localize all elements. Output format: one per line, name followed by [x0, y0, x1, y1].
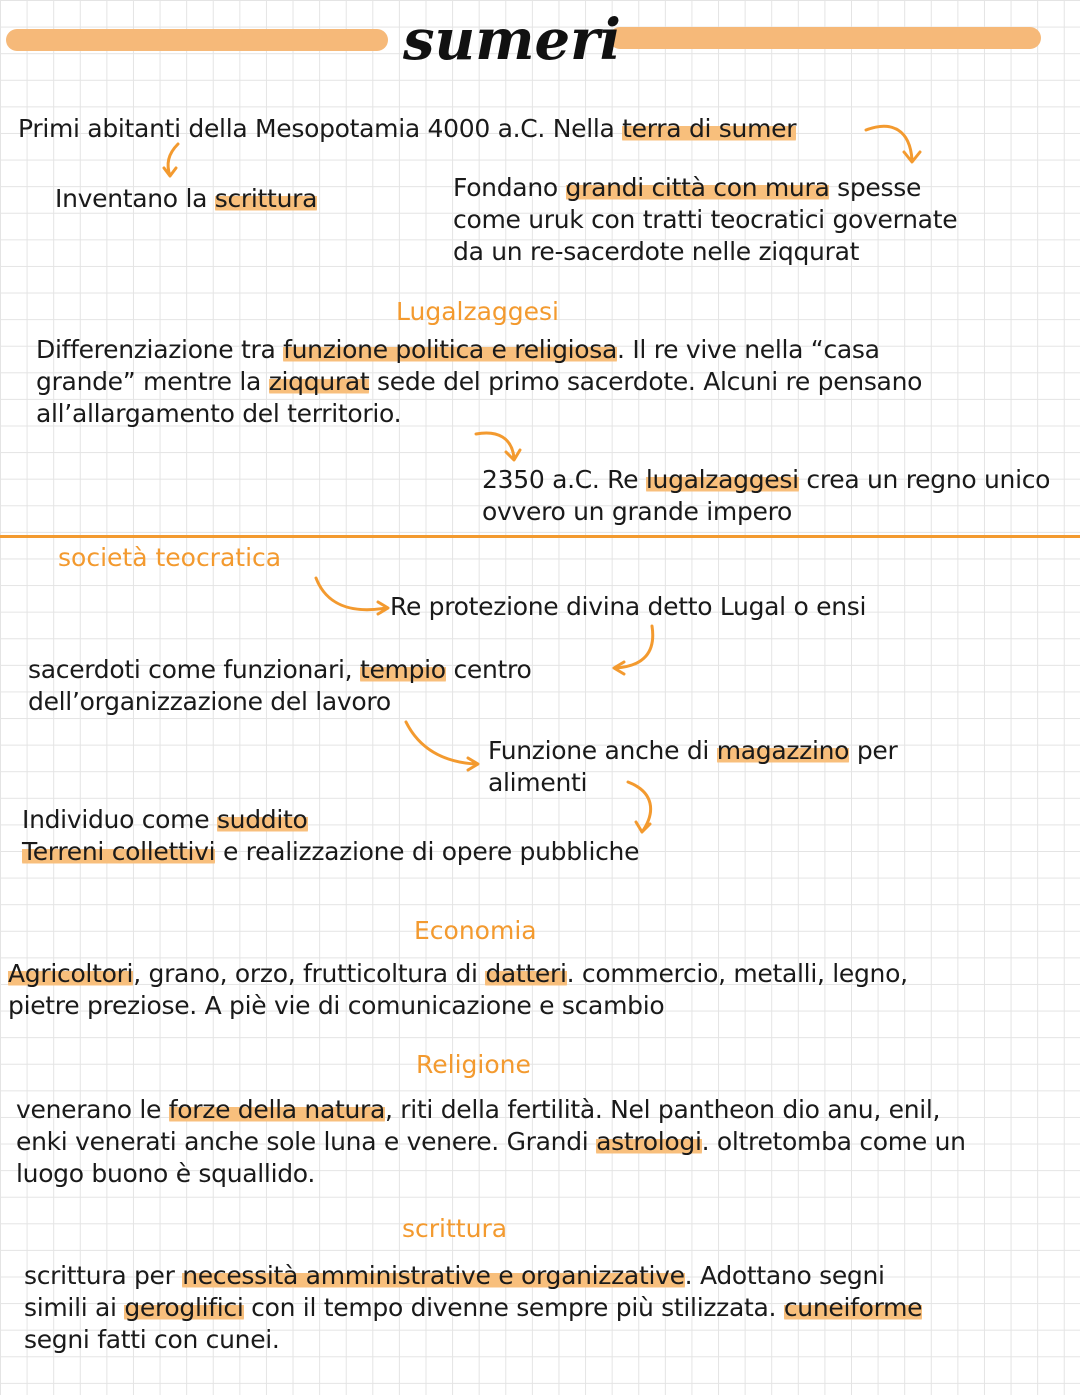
scrittura-text-1a: scrittura per [24, 1261, 183, 1290]
scrittura-text-2b: con il tempo divenne sempre più stilizzata. [243, 1293, 784, 1322]
lugal-text-1b: . Il re vive nella “casa [617, 335, 880, 364]
highlight-necessita: necessità amministrative e organizzative [182, 1261, 685, 1290]
religione-text-2b: . oltretomba come un [701, 1127, 966, 1156]
sacerdoti-line-2: dell’organizzazione del lavoro [28, 687, 391, 716]
religione-text-1b: , riti della fertilità. Nel pantheon dio anu, enil, [385, 1095, 941, 1124]
magazzino-line-2: alimenti [488, 768, 588, 797]
magazzino-text-1b: per [849, 736, 898, 765]
magazzino-line-1 [488, 735, 897, 767]
religione-line-1 [16, 1094, 940, 1126]
highlight-geroglifici: geroglifici [124, 1293, 244, 1322]
lugal-text-1a: Differenziazione tra [36, 335, 284, 364]
individuo-line [22, 804, 308, 836]
heading-religione: Religione [416, 1050, 531, 1079]
highlight-agricoltori: Agricoltori [8, 959, 134, 988]
intro-left [55, 183, 317, 215]
re-line [390, 591, 866, 623]
lugal-line-2 [36, 366, 922, 398]
magazzino-text-1a: Funzione anche di [488, 736, 717, 765]
lugal-line-1 [36, 334, 880, 366]
religione-text-1a: venerano le [16, 1095, 169, 1124]
scrittura-text-2a: simili ai [24, 1293, 125, 1322]
highlight-cuneiforme: cuneiforme [783, 1293, 923, 1322]
scrittura-line-3: segni fatti con cunei. [24, 1325, 280, 1354]
highlight-magazzino: magazzino [716, 736, 850, 765]
highlight-lugalzaggesi: lugalzaggesi [645, 465, 799, 494]
highlight-funzione-politica: funzione politica e religiosa [283, 335, 618, 364]
arrow-to-citta [862, 120, 932, 170]
impero-line-2: ovvero un grande impero [482, 497, 793, 526]
intro-right-text-b: spesse [829, 173, 922, 202]
highlight-terreni-collettivi: Terreni collettivi [22, 837, 216, 866]
intro-right-line-1 [453, 172, 921, 204]
religione-text-2a: enki venerati anche sole luna e venere. Grandi [16, 1127, 597, 1156]
intro-lead [18, 113, 796, 145]
highlight-terra-di-sumer: terra di sumer [622, 114, 797, 143]
highlight-astrologi: astrologi [596, 1127, 702, 1156]
terreni-text: e realizzazione di opere pubbliche [215, 837, 640, 866]
intro-right-text-a: Fondano [453, 173, 566, 202]
highlight-scrittura: scrittura [214, 184, 318, 213]
re-text: protezione divina detto Lugal o ensi [421, 592, 867, 621]
scrittura-text-1b: . Adottano segni [684, 1261, 885, 1290]
impero-text-1a: 2350 a.C. Re [482, 465, 646, 494]
heading-societa-teocratica: società teocratica [58, 543, 282, 572]
intro-lead-text: Primi abitanti della Mesopotamia 4000 a.C. Nella [18, 114, 623, 143]
impero-text-1b: crea un regno unico [798, 465, 1051, 494]
highlight-forze-natura: forze della natura [168, 1095, 386, 1124]
heading-economia: Economia [414, 916, 537, 945]
economia-line-2: pietre preziose. A piè vie di comunicazione e scambio [8, 991, 665, 1020]
title-band-left [6, 29, 388, 51]
arrow-to-re [310, 574, 400, 624]
arrow-to-magazzino [400, 718, 490, 778]
highlight-tempio: tempio [359, 655, 446, 684]
economia-text-1a: , grano, orzo, frutticoltura di [133, 959, 486, 988]
lugal-line-3: all’allargamento del territorio. [36, 399, 402, 428]
intro-right-line-2: come uruk con tratti teocratici governate [453, 205, 958, 234]
terreni-line [22, 836, 639, 868]
highlight-datteri: datteri [485, 959, 567, 988]
arrow-to-sacerdoti [608, 622, 668, 682]
scrittura-line-2 [24, 1292, 922, 1324]
intro-right-line-3: da un re-sacerdote nelle ziqqurat [453, 237, 860, 266]
section-divider [0, 535, 1080, 538]
impero-line-1 [482, 464, 1050, 496]
lugal-text-2b: sede del primo sacerdote. Alcuni re pensano [369, 367, 923, 396]
title-band-right [609, 27, 1041, 49]
lugal-text-2a: grande” mentre la [36, 367, 269, 396]
sacerdoti-text-1a: sacerdoti come funzionari, [28, 655, 360, 684]
religione-line-3: luogo buono è squallido. [16, 1159, 315, 1188]
sacerdoti-line-1 [28, 654, 531, 686]
arrow-to-scrittura [158, 140, 198, 180]
economia-text-1b: . commercio, metalli, legno, [566, 959, 908, 988]
religione-line-2 [16, 1126, 966, 1158]
heading-lugalzaggesi: Lugalzaggesi [396, 297, 560, 326]
page-title: sumeri [403, 7, 621, 73]
heading-scrittura: scrittura [402, 1214, 508, 1243]
individuo-text: Individuo come [22, 805, 217, 834]
highlight-grandi-citta: grandi città con mura [565, 173, 830, 202]
scrittura-line-1 [24, 1260, 885, 1292]
re-label: Re [390, 592, 422, 621]
intro-left-text: Inventano la [55, 184, 215, 213]
sacerdoti-text-1b: centro [445, 655, 532, 684]
highlight-suddito: suddito [216, 805, 308, 834]
arrow-to-opere [624, 778, 674, 838]
highlight-ziqqurat: ziqqurat [268, 367, 370, 396]
arrow-to-impero [472, 426, 532, 466]
economia-line-1 [8, 958, 908, 990]
